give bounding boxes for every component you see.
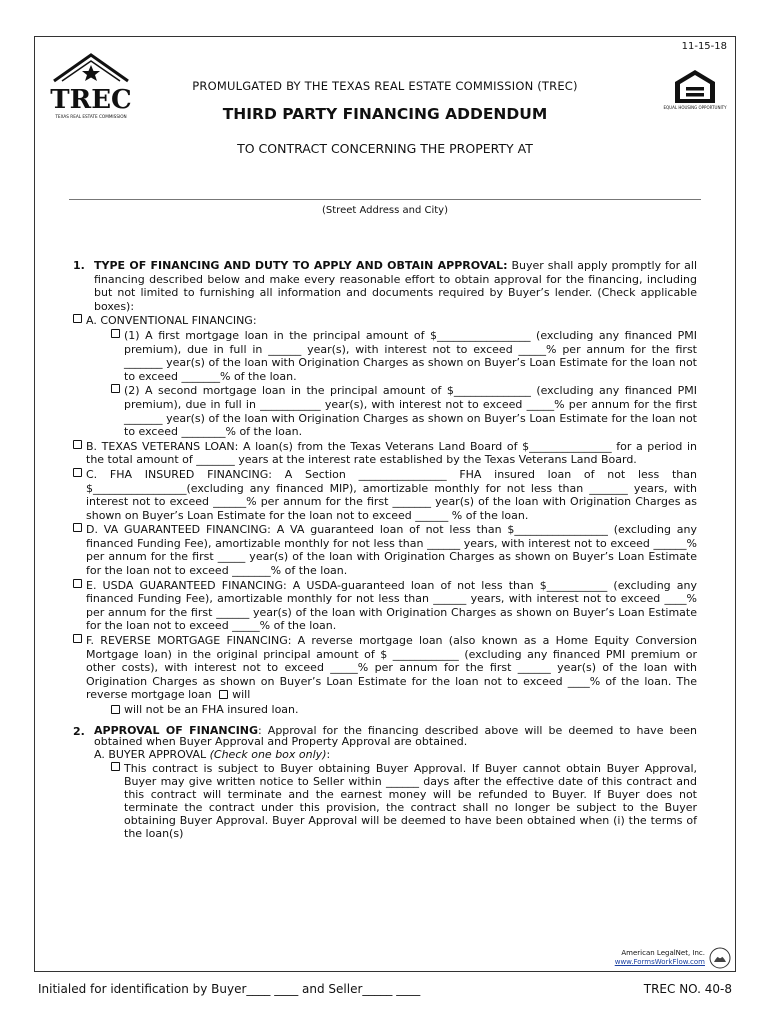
section-2-intro: : Approval for the financing described above will be deemed to have been obtained when Buyer Approval and Property Approval are obtained. xyxy=(94,723,697,749)
logo-subtext: TEXAS REAL ESTATE COMMISSION xyxy=(55,114,127,119)
section-1-intro: Buyer shall apply promptly for all financing described below and make every reasonable effort to obtain approval for the financing, including but not limited to furnishing all information and documents required by Buyer’s lender. (Check applicable boxes): xyxy=(94,259,697,313)
option-b-text: B. TEXAS VETERANS LOAN: A loan(s) from the Texas Veterans Land Board of $_______________ for a period in the total amount of _______ years at the interest rate established by the Texas Veterans Land Board. xyxy=(86,439,697,467)
address-caption: (Street Address and City) xyxy=(322,205,448,216)
form-number: TREC NO. 40-8 xyxy=(643,982,732,996)
option-d-text: D. VA GUARANTEED FINANCING: A VA guaranteed loan of not less than $_________________ (excluding any financed Funding Fee), amortizable monthly for not less than ______ years, with interest not to exceed ______% per annum for the first _____ year(s) of the loan with Origination Charges as shown on Buyer’s Loan Estimate for the loan not to exceed _______% of the loan. xyxy=(86,523,697,578)
logo-text: TREC xyxy=(50,85,132,115)
section-2 xyxy=(73,725,697,841)
option-f-will-not xyxy=(73,703,697,717)
option-d xyxy=(73,523,697,577)
option-a2 xyxy=(73,384,697,438)
section-1-heading: TYPE OF FINANCING AND DUTY TO APPLY AND OBTAIN APPROVAL: xyxy=(94,259,508,272)
checkbox-a2[interactable] xyxy=(111,384,120,393)
checkbox-buyer-approval[interactable] xyxy=(111,762,120,771)
section-2-number: 2. xyxy=(73,724,85,738)
option-a-label: A. CONVENTIONAL FINANCING: xyxy=(86,314,257,328)
alnet-name: American LegalNet, Inc. xyxy=(621,949,705,957)
option-a1-text: (1) A first mortgage loan in the principal amount of $_________________ (excluding any financed PMI premium), due in full in ______ year(s), with interest not to exceed _____% per annum for the first _______ year(s) of the loan with Origination Charges as shown on Buyer’s Loan Estimate for the loan not to exceed _______% of the loan. xyxy=(124,328,697,383)
buyer-approval-option xyxy=(73,762,697,840)
eho-text: EQUAL HOUSING OPPORTUNITY xyxy=(663,105,727,110)
checkbox-f-will-not[interactable] xyxy=(111,705,120,714)
option-e-text: E. USDA GUARANTEED FINANCING: A USDA-guaranteed loan of not less than $___________ (excluding any financed Funding Fee), amortizable monthly for not less than ______ years, with interest not to exceed ____% per annum for the first ______ year(s) of the loan with Origination Charges as shown on Buyer’s Loan Estimate for the loan not to exceed _____% of the loan. xyxy=(86,578,697,633)
option-e xyxy=(73,579,697,633)
buyer-approval-note: (Check one box only) xyxy=(209,747,327,761)
page-title: THIRD PARTY FINANCING ADDENDUM xyxy=(222,105,548,123)
checkbox-d[interactable] xyxy=(73,523,82,532)
document-page xyxy=(34,36,736,972)
buyer-approval-text: This contract is subject to Buyer obtaining Buyer Approval. If Buyer cannot obtain Buyer Approval, Buyer may give written notice to Seller within ______ days after the effective date of this contract and this contract will terminate and the earnest money will be refunded to Buyer. If Buyer does not terminate the contract under this provision, the contract shall no longer be subject to the Buyer obtaining Buyer Approval. Buyer Approval will be deemed to have been obtained when (i) the terms of the loan(s) xyxy=(124,762,697,841)
checkbox-a1[interactable] xyxy=(111,329,120,338)
option-a1 xyxy=(73,329,697,383)
section-2-heading: APPROVAL OF FINANCING xyxy=(94,723,259,737)
alnet-logo-icon xyxy=(709,947,731,969)
buyer-approval-label: A. BUYER APPROVAL (Check one box only): xyxy=(94,747,331,761)
section-1-number: 1. xyxy=(73,259,85,272)
option-a-conventional xyxy=(73,314,697,328)
form-body xyxy=(73,259,697,840)
checkbox-b[interactable] xyxy=(73,440,82,449)
option-c xyxy=(73,468,697,522)
option-f-will-not-text: will not be an FHA insured loan. xyxy=(124,703,299,716)
option-f-text: F. REVERSE MORTGAGE FINANCING: A reverse mortgage loan (also known as a Home Equity Conversion Mortgage loan) in the original principal amount of $ ____________ (excluding any financed PMI premium or other costs), with interest not to exceed _____% per annum for the first ______ year(s) of the loan with Origination Charges as shown on Buyer’s Loan Estimate for the loan not to exceed ____% of the loan. The reverse mortgage loan xyxy=(86,634,697,702)
option-c-text: C. FHA INSURED FINANCING: A Section ________________ FHA insured loan of not less than $_________________(excluding any financed MIP), amortizable monthly for not less than _______ years, with interest not to exceed ______% per annum for the first _______ year(s) of the loan with Origination Charges as shown on Buyer’s Loan Estimate for the loan not to exceed ______ % of the loan. xyxy=(86,467,697,522)
checkbox-e[interactable] xyxy=(73,579,82,588)
address-input-line[interactable] xyxy=(69,199,701,200)
option-a2-text: (2) A second mortgage loan in the principal amount of $______________ (excluding any financed PMI premium), due in full in ___________ year(s), with interest not to exceed _____% per annum for the first _______ year(s) of the loan with Origination Charges as shown on Buyer’s Loan Estimate for the loan not to exceed ________% of the loan. xyxy=(124,384,697,439)
form-date: 11-15-18 xyxy=(681,41,727,52)
option-f-will: will xyxy=(232,688,251,702)
option-f xyxy=(73,634,697,702)
checkbox-c[interactable] xyxy=(73,468,82,477)
section-1 xyxy=(73,259,697,717)
promulgated-line: PROMULGATED BY THE TEXAS REAL ESTATE COMMISSION (TREC) xyxy=(192,79,578,93)
american-legalnet-stamp xyxy=(615,947,731,969)
checkbox-f[interactable] xyxy=(73,634,82,643)
page-footer xyxy=(38,982,732,996)
checkbox-a[interactable] xyxy=(73,314,82,323)
alnet-url[interactable]: www.FormsWorkFlow.com xyxy=(614,958,705,966)
checkbox-f-will[interactable] xyxy=(219,690,228,699)
initials-line[interactable]: Initialed for identification by Buyer____ ____ and Seller_____ ____ xyxy=(38,982,421,996)
page-subtitle: TO CONTRACT CONCERNING THE PROPERTY AT xyxy=(237,141,533,156)
option-b xyxy=(73,440,697,467)
